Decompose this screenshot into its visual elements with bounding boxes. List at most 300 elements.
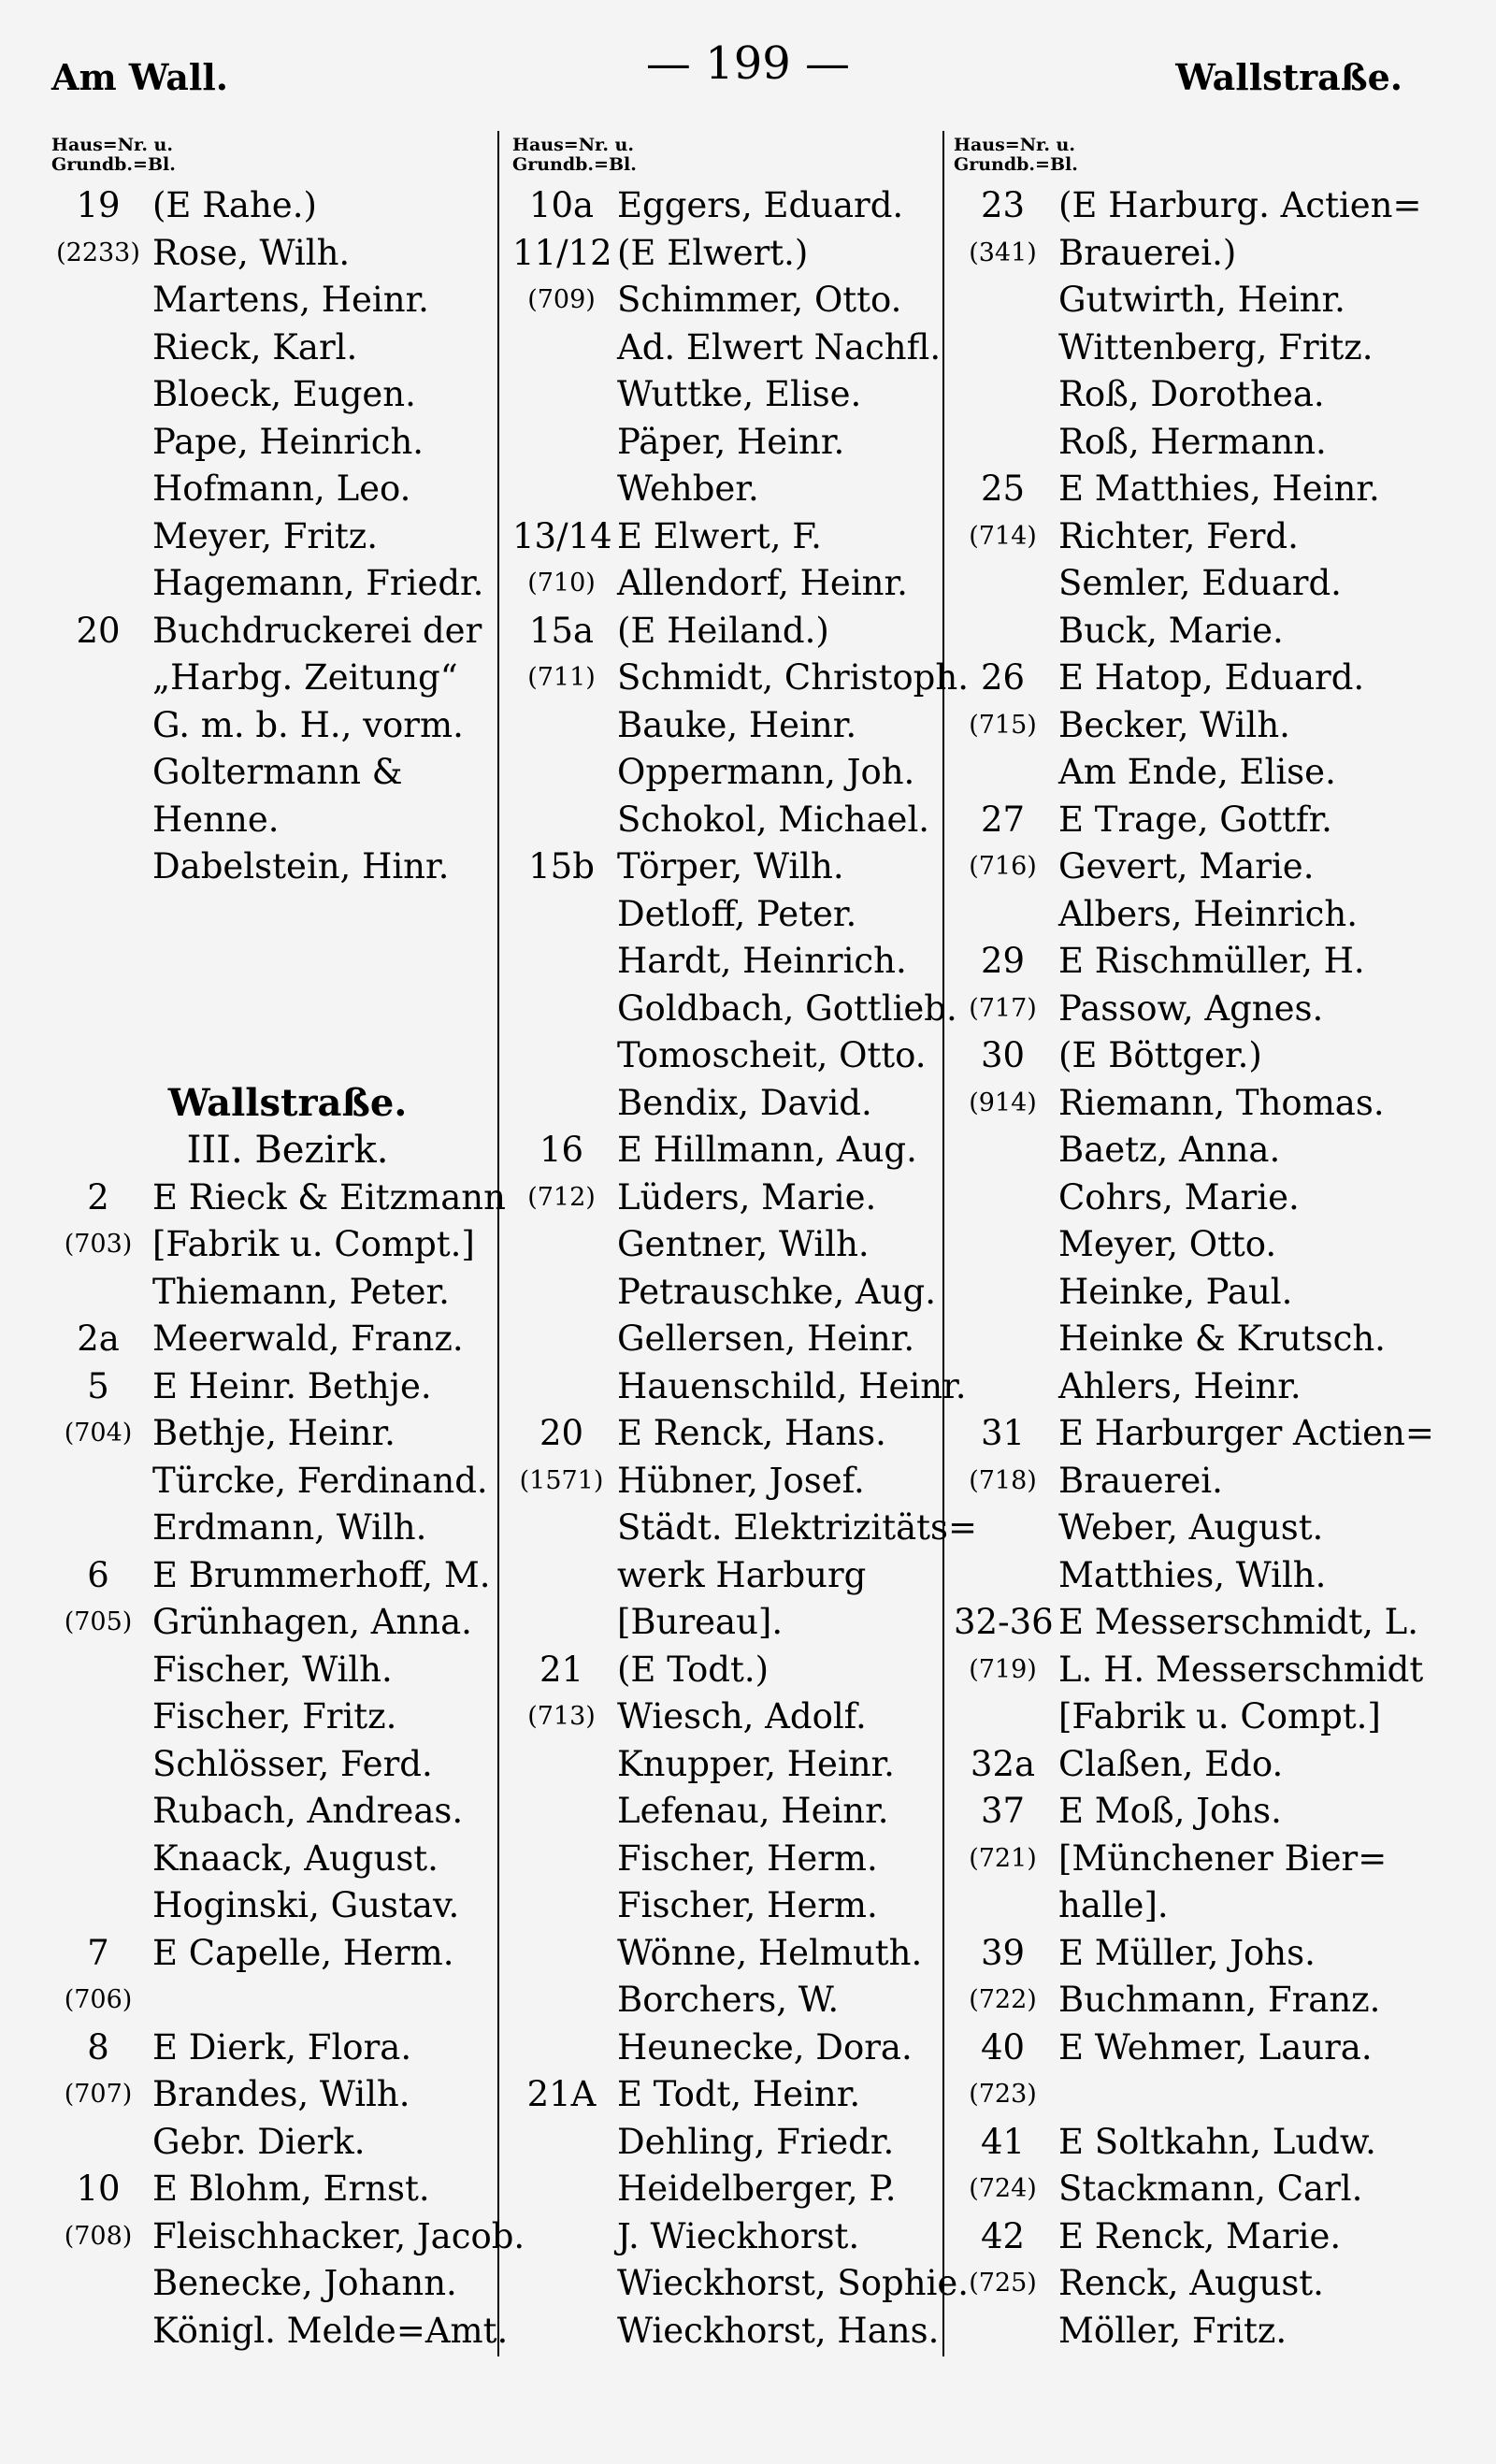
resident-name: Albers, Heinrich. (1058, 893, 1358, 934)
house-number: 16 (539, 1130, 584, 1170)
resident-name: Buck, Marie. (1058, 610, 1284, 651)
resident-name: Türcke, Ferdinand. (152, 1460, 488, 1501)
house-number: 6 (87, 1554, 109, 1595)
house-number: (703) (64, 1230, 133, 1259)
resident-name: Meerwald, Franz. (152, 1318, 464, 1359)
directory-entry (51, 2025, 524, 2072)
house-number: (718) (969, 1465, 1037, 1495)
directory-entry (51, 1269, 524, 1317)
directory-entry (512, 797, 968, 844)
section-subtitle: III. Bezirk. (186, 1129, 389, 1172)
directory-entry (954, 2260, 1440, 2308)
resident-name: Borchers, W. (617, 1980, 840, 2020)
house-number: 13/14 (512, 515, 612, 556)
house-number: (722) (969, 1985, 1037, 2014)
house-number: 21 (539, 1649, 584, 1690)
house-number: 25 (980, 468, 1026, 509)
directory-entry (512, 1080, 968, 1128)
directory-entry (954, 2119, 1440, 2167)
directory-entry (51, 1647, 524, 1694)
resident-name: Matthies, Wilh. (1058, 1554, 1327, 1595)
directory-entry (512, 2119, 968, 2167)
resident-name: Heunecke, Dora. (617, 2026, 913, 2068)
resident-name: Heidelberger, P. (617, 2169, 897, 2209)
resident-name: Bauke, Heinr. (617, 704, 857, 745)
house-number: (705) (64, 1607, 133, 1636)
resident-name: E Trage, Gottfr. (1058, 799, 1332, 840)
spacer (51, 891, 524, 1080)
house-number: 27 (980, 799, 1026, 840)
directory-entry (512, 1930, 968, 1978)
directory-entry (512, 1410, 968, 1458)
resident-name: Hoginski, Gustav. (152, 1885, 460, 1925)
resident-name: Passow, Agnes. (1058, 987, 1324, 1029)
directory-entry (512, 2071, 968, 2119)
directory-entry (512, 843, 968, 891)
directory-entry (954, 1552, 1440, 1600)
directory-entry (954, 1788, 1440, 1836)
resident-name: (E Harburg. Actien= (1058, 185, 1422, 225)
resident-name: [Bureau]. (617, 1602, 784, 1642)
directory-entry (512, 1647, 968, 1694)
directory-entry (954, 1174, 1440, 1222)
house-number: (706) (64, 1985, 133, 2014)
resident-name: E Renck, Hans. (617, 1413, 886, 1453)
house-number: 32a (970, 1743, 1036, 1784)
page-number: — 199 — (645, 37, 851, 90)
resident-name: Dehling, Friedr. (617, 2121, 895, 2162)
column-head (954, 136, 1440, 175)
page-header (0, 37, 1496, 103)
directory-entry (512, 277, 968, 324)
resident-name: Ahlers, Heinr. (1058, 1365, 1302, 1406)
house-number: (724) (969, 2174, 1037, 2203)
directory-entry (512, 1174, 968, 1222)
house-number: 26 (980, 657, 1026, 698)
directory-entry (512, 702, 968, 750)
resident-name: E Moß, Johs. (1058, 1791, 1282, 1831)
house-number: 41 (980, 2121, 1026, 2162)
house-number: 2a (77, 1318, 120, 1359)
directory-entry (954, 2166, 1440, 2213)
resident-name: [Fabrik u. Compt.] (152, 1224, 475, 1264)
directory-entry (512, 419, 968, 467)
resident-name: Brandes, Wilh. (152, 2074, 410, 2114)
directory-entry (954, 1363, 1440, 1411)
directory-entry (512, 1221, 968, 1269)
directory-entry (954, 1127, 1440, 1174)
resident-name: Baetz, Anna. (1058, 1130, 1281, 1170)
directory-entry (51, 419, 524, 467)
directory-entry (512, 182, 968, 230)
directory-entry (51, 371, 524, 419)
house-number: (709) (527, 285, 596, 314)
directory-entry (512, 891, 968, 939)
house-number: (716) (969, 852, 1037, 881)
directory-entry (954, 1930, 1440, 1978)
resident-name: Bendix, David. (617, 1082, 872, 1123)
directory-entry (954, 1505, 1440, 1552)
directory-entry (954, 891, 1440, 939)
entry-list (51, 1174, 524, 2356)
resident-name: Wittenberg, Fritz. (1058, 326, 1374, 367)
entry-list (512, 182, 978, 2355)
directory-entry (512, 1882, 968, 1930)
resident-name: Gentner, Wilh. (617, 1224, 870, 1264)
resident-name: Wönne, Helmuth. (617, 1932, 923, 1973)
resident-name: Knupper, Heinr. (617, 1743, 895, 1784)
resident-name: E Capelle, Herm. (152, 1932, 454, 1973)
directory-entry (512, 1552, 968, 1600)
house-number: 8 (87, 2026, 109, 2068)
directory-entry (51, 513, 524, 561)
directory-entry (954, 938, 1440, 986)
directory-entry (512, 2213, 968, 2261)
resident-name: Stackmann, Carl. (1058, 2169, 1363, 2209)
resident-name: Cohrs, Marie. (1058, 1176, 1300, 1218)
directory-entry (51, 608, 524, 656)
resident-name: Rubach, Andreas. (152, 1791, 464, 1831)
directory-entry (954, 371, 1440, 419)
house-number: 30 (980, 1035, 1026, 1075)
resident-name: Hagemann, Friedr. (152, 563, 484, 603)
directory-entry (51, 702, 524, 750)
directory-entry (954, 1741, 1440, 1789)
resident-name: E Messerschmidt, L. (1058, 1602, 1418, 1642)
directory-entry (51, 1836, 524, 1883)
directory-entry (954, 1032, 1440, 1080)
directory-entry (954, 749, 1440, 797)
house-number: (2233) (56, 238, 140, 267)
resident-name: Brauerei. (1058, 1460, 1223, 1501)
resident-name: Goldbach, Gottlieb. (617, 987, 957, 1029)
directory-entry (51, 1977, 524, 2025)
section-title: Wallstraße. (167, 1080, 408, 1125)
resident-name: Heinke & Krutsch. (1058, 1318, 1386, 1359)
resident-name: E Heinr. Bethje. (152, 1365, 432, 1406)
directory-entry (51, 1174, 524, 1222)
directory-entry (954, 2213, 1440, 2261)
column-head (51, 136, 524, 175)
resident-name: Hardt, Heinrich. (617, 941, 907, 981)
resident-name: Claßen, Edo. (1058, 1743, 1284, 1784)
resident-name: Richter, Ferd. (1058, 515, 1299, 556)
resident-name: E Rischmüller, H. (1058, 941, 1365, 981)
resident-name: E Wehmer, Laura. (1058, 2026, 1373, 2068)
resident-name: (E Todt.) (617, 1649, 770, 1690)
resident-name: Renck, August. (1058, 2263, 1324, 2303)
directory-entry (51, 843, 524, 891)
directory-entry (954, 2025, 1440, 2072)
directory-entry (51, 797, 524, 844)
directory-entry (512, 1505, 978, 1552)
directory-entry (954, 1410, 1440, 1458)
resident-name: Königl. Melde=Amt. (152, 2310, 509, 2351)
directory-entry (954, 1647, 1440, 1694)
resident-name: Thiemann, Peter. (152, 1271, 450, 1312)
column-2 (512, 135, 978, 2355)
directory-entry (512, 1693, 968, 1741)
resident-name: E Hatop, Eduard. (1058, 657, 1365, 698)
house-number: 2 (87, 1176, 109, 1218)
directory-entry (954, 1882, 1440, 1930)
directory-entry (954, 277, 1440, 324)
house-number: 20 (76, 610, 121, 651)
resident-name: Wehber. (617, 468, 759, 509)
house-number: 40 (980, 2026, 1026, 2068)
directory-entry (51, 749, 524, 797)
house-number: (723) (969, 2080, 1037, 2109)
directory-entry (512, 1836, 968, 1883)
resident-name: Riemann, Thomas. (1058, 1082, 1385, 1123)
directory-entry (512, 1977, 968, 2025)
resident-name: E Rieck & Eitzmann (152, 1176, 506, 1218)
resident-name: Schlösser, Ferd. (152, 1743, 433, 1784)
resident-name: Am Ende, Elise. (1058, 752, 1336, 792)
house-number: (712) (527, 1182, 596, 1212)
header-left-street: Am Wall. (51, 56, 229, 98)
directory-entry (51, 1693, 524, 1741)
directory-entry (51, 324, 524, 372)
resident-name: Buchmann, Franz. (1058, 1980, 1381, 2020)
house-number: (719) (969, 1654, 1037, 1684)
resident-name: Wiesch, Adolf. (617, 1696, 867, 1736)
resident-name: Tomoscheit, Otto. (617, 1035, 927, 1075)
directory-entry (51, 1882, 524, 1930)
directory-entry (954, 1599, 1440, 1647)
resident-name: E Brummerhoff, M. (152, 1554, 491, 1595)
directory-entry (512, 466, 968, 513)
resident-name: (E Elwert.) (617, 232, 809, 273)
directory-entry (954, 466, 1440, 513)
resident-name: E Elwert, F. (617, 515, 822, 556)
resident-name: Gevert, Marie. (1058, 846, 1315, 886)
directory-entry (954, 608, 1440, 656)
directory-entry (512, 1599, 968, 1647)
directory-entry (512, 938, 968, 986)
house-number: 21A (526, 2074, 597, 2114)
resident-name: Bloeck, Eugen. (152, 374, 416, 414)
directory-entry (51, 1410, 524, 1458)
resident-name: Becker, Wilh. (1058, 704, 1290, 745)
directory-entry (512, 2025, 968, 2072)
resident-name: Petrauschke, Aug. (617, 1271, 936, 1312)
directory-entry (51, 2213, 524, 2261)
house-number: (708) (64, 2221, 133, 2251)
directory-entry (51, 1363, 524, 1411)
resident-name: Roß, Hermann. (1058, 421, 1327, 462)
house-number: 5 (87, 1365, 109, 1406)
resident-name: Fleischhacker, Jacob. (152, 2215, 525, 2256)
resident-name: Fischer, Herm. (617, 1885, 878, 1925)
resident-name: Möller, Fritz. (1058, 2310, 1287, 2351)
directory-entry (51, 1741, 524, 1789)
house-number: (704) (64, 1419, 133, 1448)
directory-entry (512, 1269, 968, 1317)
resident-name: E Dierk, Flora. (152, 2026, 412, 2068)
resident-name: Henne. (152, 799, 280, 840)
resident-name: Eggers, Eduard. (617, 185, 904, 225)
directory-entry (512, 2166, 968, 2213)
directory-entry (954, 1693, 1440, 1741)
resident-name: Detloff, Peter. (617, 893, 857, 934)
resident-name: Wieckhorst, Hans. (617, 2310, 940, 2351)
resident-name: Lüders, Marie. (617, 1176, 877, 1218)
directory-entry (51, 1552, 524, 1600)
directory-entry (51, 2119, 524, 2167)
directory-entry (512, 1316, 968, 1363)
resident-name: Martens, Heinr. (152, 280, 429, 320)
resident-name: Goltermann & (152, 752, 403, 792)
directory-entry (512, 560, 968, 608)
directory-entry (512, 1127, 968, 1174)
house-number: 19 (76, 185, 121, 225)
resident-name: E Todt, Heinr. (617, 2074, 861, 2114)
directory-entry (954, 2308, 1440, 2356)
resident-name: Meyer, Fritz. (152, 515, 379, 556)
house-number: (713) (527, 1702, 596, 1731)
house-number: 32-36 (954, 1602, 1054, 1642)
house-number: (707) (64, 2080, 133, 2109)
house-number: 15a (528, 610, 595, 651)
resident-name: Gellersen, Heinr. (617, 1318, 915, 1359)
resident-name: Meyer, Otto. (1058, 1224, 1277, 1264)
house-number: 31 (980, 1413, 1026, 1453)
directory-entry (954, 182, 1440, 230)
resident-name: „Harbg. Zeitung“ (152, 657, 458, 698)
resident-name: E Harburger Actien= (1058, 1413, 1434, 1453)
house-number: 20 (539, 1413, 584, 1453)
directory-entry (954, 1221, 1440, 1269)
directory-entry (954, 2071, 1440, 2119)
house-number: 23 (980, 185, 1026, 225)
resident-name: E Blohm, Ernst. (152, 2169, 430, 2209)
resident-name: Allendorf, Heinr. (617, 563, 908, 603)
directory-entry (512, 1458, 968, 1506)
resident-name: Hofmann, Leo. (152, 468, 411, 509)
resident-name: E Müller, Johs. (1058, 1932, 1316, 1973)
resident-name: E Renck, Marie. (1058, 2215, 1342, 2256)
column-head-line: Haus=Nr. u. (51, 135, 173, 155)
entry-list (954, 182, 1440, 2355)
house-number: (721) (969, 1843, 1037, 1873)
resident-name: Brauerei.) (1058, 232, 1237, 273)
directory-entry (954, 1458, 1440, 1506)
directory-entry (954, 843, 1440, 891)
directory-entry (954, 230, 1440, 278)
directory-entry (954, 1977, 1440, 2025)
column-head-line: Grundb.=Bl. (512, 154, 637, 175)
resident-name: Gebr. Dierk. (152, 2121, 366, 2162)
resident-name: Dabelstein, Hinr. (152, 846, 450, 886)
directory-entry (512, 230, 968, 278)
resident-name: J. Wieckhorst. (617, 2215, 860, 2256)
resident-name: Törper, Wilh. (617, 846, 844, 886)
house-number: 7 (87, 1932, 109, 1973)
house-number: 39 (980, 1932, 1026, 1973)
resident-name: Fischer, Herm. (617, 1837, 878, 1879)
directory-entry (512, 749, 968, 797)
resident-name: Ad. Elwert Nachfl. (617, 326, 942, 367)
directory-entry (51, 655, 524, 702)
directory-entry (51, 2260, 524, 2308)
entry-list (51, 182, 524, 891)
column-head-line: Haus=Nr. u. (954, 135, 1075, 155)
directory-entry (954, 655, 1440, 702)
directory-entry (954, 986, 1440, 1033)
house-number: (714) (969, 521, 1037, 551)
resident-name: Grünhagen, Anna. (152, 1602, 472, 1642)
house-number: (715) (969, 710, 1037, 740)
column-head-line: Grundb.=Bl. (954, 154, 1078, 175)
directory-entry (954, 419, 1440, 467)
house-number: (1571) (519, 1465, 604, 1495)
directory-entry (51, 2071, 524, 2119)
resident-name: Rose, Wilh. (152, 232, 351, 273)
resident-name: (E Heiland.) (617, 610, 829, 651)
resident-name: L. H. Messerschmidt (1058, 1649, 1424, 1690)
directory-entry (512, 513, 968, 561)
directory-entry (512, 2260, 968, 2308)
resident-name: Erdmann, Wilh. (152, 1507, 427, 1548)
directory-entry (512, 371, 968, 419)
resident-name: [Fabrik u. Compt.] (1058, 1696, 1381, 1736)
directory-entry (512, 1788, 968, 1836)
directory-entry (512, 1741, 968, 1789)
resident-name: Buchdruckerei der (152, 610, 482, 651)
resident-name: Roß, Dorothea. (1058, 374, 1325, 414)
resident-name: Fischer, Fritz. (152, 1696, 397, 1736)
directory-entry (51, 1788, 524, 1836)
resident-name: E Soltkahn, Ludw. (1058, 2121, 1376, 2162)
directory-entry (954, 513, 1440, 561)
resident-name: Weber, August. (1058, 1507, 1324, 1548)
resident-name: Bethje, Heinr. (152, 1413, 396, 1453)
directory-entry (51, 1930, 524, 1978)
directory-entry (51, 1221, 524, 1269)
directory-entry (954, 797, 1440, 844)
resident-name: Heinke, Paul. (1058, 1271, 1293, 1312)
directory-entry (512, 2308, 968, 2356)
directory-entry (51, 1458, 524, 1506)
resident-name: Wuttke, Elise. (617, 374, 862, 414)
resident-name: Hübner, Josef. (617, 1460, 865, 1501)
resident-name: Lefenau, Heinr. (617, 1791, 889, 1831)
resident-name: Pape, Heinrich. (152, 421, 424, 462)
house-number: 42 (980, 2215, 1026, 2256)
resident-name: Städt. Elektrizitäts= (617, 1507, 978, 1548)
house-number: 15b (528, 846, 595, 886)
resident-name: Wieckhorst, Sophie. (617, 2263, 970, 2303)
directory-entry (51, 466, 524, 513)
directory-entry (954, 1269, 1440, 1317)
header-right-street: Wallstraße. (1175, 56, 1402, 98)
house-number: (717) (969, 993, 1037, 1023)
resident-name: Schokol, Michael. (617, 799, 930, 840)
resident-name: Päper, Heinr. (617, 421, 845, 462)
house-number: (341) (969, 238, 1037, 267)
directory-entry (51, 182, 524, 230)
resident-name: G. m. b. H., vorm. (152, 704, 464, 745)
resident-name: (E Böttger.) (1058, 1035, 1262, 1075)
directory-entry (512, 1363, 968, 1411)
resident-name: halle]. (1058, 1885, 1169, 1925)
directory-entry (954, 1080, 1440, 1128)
resident-name: Semler, Eduard. (1058, 563, 1342, 603)
resident-name: Schimmer, Otto. (617, 280, 902, 320)
directory-entry (954, 1316, 1440, 1363)
directory-entry (51, 1316, 524, 1363)
